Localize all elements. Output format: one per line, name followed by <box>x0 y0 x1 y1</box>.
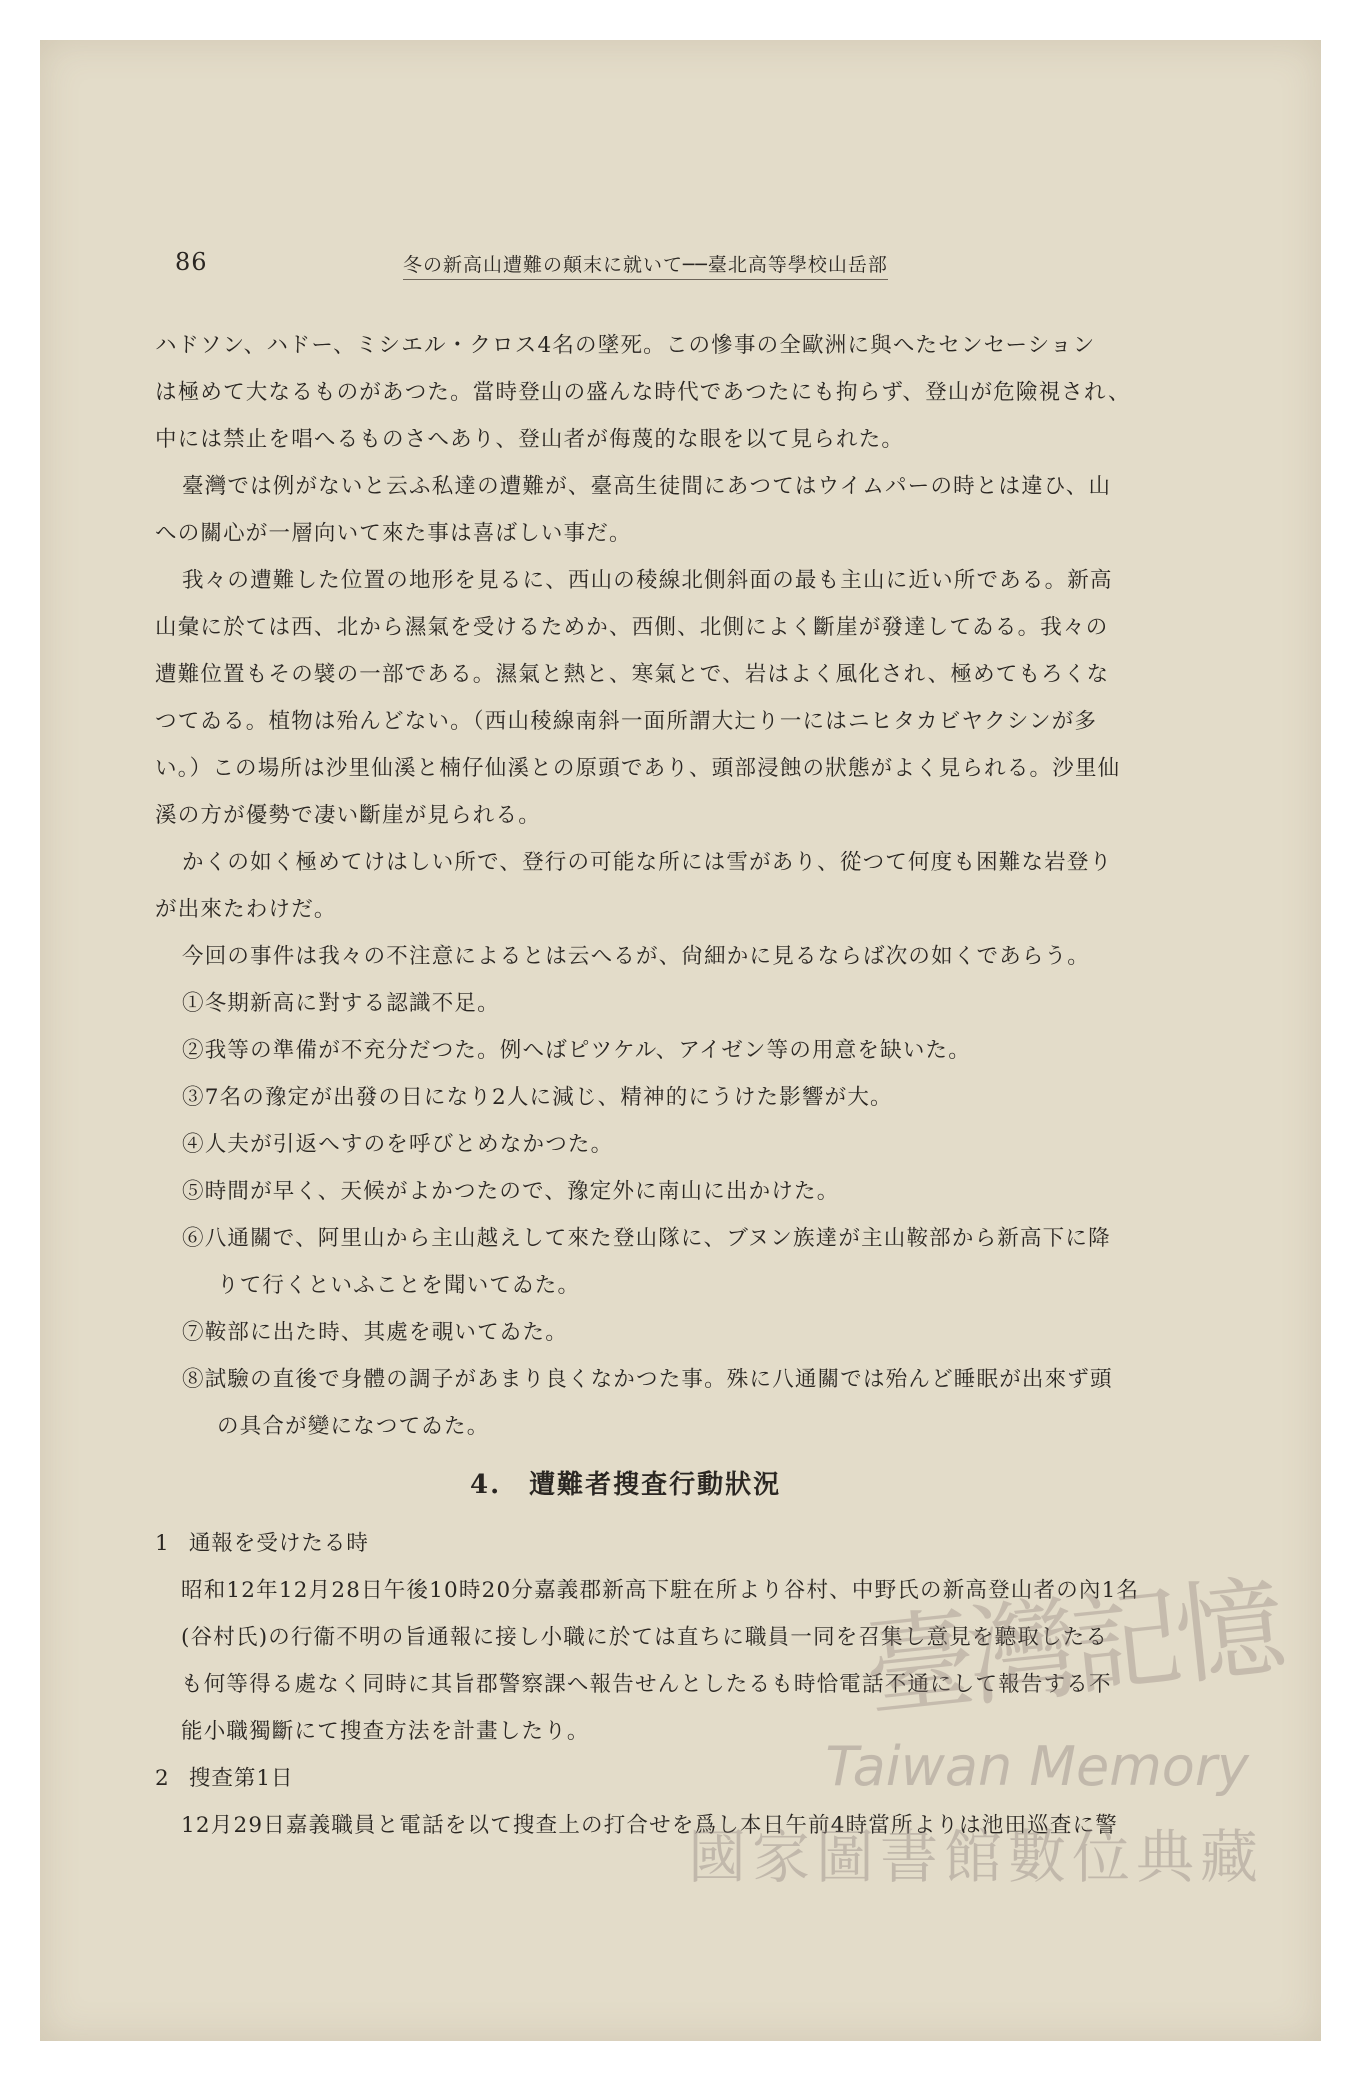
subsection-title-text: 通報を受けたる時 <box>188 1531 369 1556</box>
text-line: 中には禁止を唱へるものさへあり、登山者が侮蔑的な眼を以て見られた。 <box>155 427 905 452</box>
list-item: ⑥八通關で、阿里山から主山越えして來た登山隊に、ブヌン族達が主山鞍部から新高下に降 <box>182 1226 1111 1251</box>
subsection-title-text: 搜查第1日 <box>188 1766 294 1791</box>
text-line: 山彙に於ては西、北から濕氣を受けるためか、西側、北側によく斷崖が發達してゐる。我々の <box>155 615 1109 640</box>
section-heading: 4. 遭難者搜査行動狀況 <box>470 1470 782 1500</box>
watermark-english: Taiwan Memory <box>825 1735 1249 1798</box>
list-item-continuation: りて行くといふことを聞いてゐた。 <box>217 1273 581 1298</box>
text-line: 臺灣では例がないと云ふ私達の遭難が、臺高生徒間にあつてはウイムパーの時とは違ひ、山 <box>182 474 1112 499</box>
subsection-title <box>155 1520 1185 1567</box>
text-line: かくの如く極めてけはしい所で、登行の可能な所には雪があり、從つて何度も困難な岩登り <box>182 850 1113 875</box>
watermark-logo: 臺灣記憶 <box>858 1562 1286 1734</box>
text-line: 我々の遭難した位置の地形を見るに、西山の稜線北側斜面の最も主山に近い所である。新高 <box>182 568 1113 593</box>
watermark-chinese: 國家圖書館數位典藏 <box>687 1823 1264 1891</box>
text-line: (谷村氏)の行衞不明の旨通報に接し小職に於ては直ちに職員一同を召集し意見を聽取したる <box>181 1625 1109 1650</box>
text-line: への關心が一層向いて來た事は喜ばしい事だ。 <box>155 521 632 546</box>
page-header <box>175 248 1175 284</box>
list-item: ⑧試驗の直後で身體の調子があまり良くなかつた事。殊に八通關では殆んど睡眠が出來ず頭 <box>182 1367 1113 1392</box>
list-item: ②我等の準備が不充分だつた。例へばピツケル、アイゼン等の用意を缺いた。 <box>182 1038 971 1063</box>
running-head: 冬の新高山遭難の顛末に就いて──臺北高等學校山岳部 <box>403 250 888 280</box>
paragraph <box>155 322 1185 463</box>
text-line: 昭和12年12月28日午後10時20分嘉義郡新高下駐在所より谷村、中野氏の新高登山者の內1名 <box>181 1578 1140 1603</box>
text-line: も何等得る處なく同時に其旨郡警察課へ報告せんとしたるも時恰電話不通にして報告する不 <box>181 1672 1112 1697</box>
text-line: 12月29日嘉義職員と電話を以て搜查上の打合せを爲し本日午前4時當所よりは池田巡査に警 <box>181 1813 1118 1838</box>
text-line: 今回の事件は我々の不注意によるとは云へるが、尙細かに見るならば次の如くであらう。 <box>182 944 1091 969</box>
list-item: ④人夫が引返へすのを呼びとめなかつた。 <box>182 1132 614 1157</box>
list-item-continuation: の具合が變になつてゐた。 <box>217 1414 490 1439</box>
text-line: 遭難位置もその襞の一部である。濕氣と熱と、寒氣とで、岩はよく風化され、極めてもろくな <box>155 662 1110 687</box>
text-line: ハドソン、ハドー、ミシエル・クロス4名の墜死。この慘事の全歐洲に與へたセンセーション <box>155 333 1096 358</box>
paragraph <box>155 839 1185 933</box>
text-line: は極めて大なるものがあつた。當時登山の盛んな時代であつたにも拘らず、登山が危險視され、 <box>155 380 1131 405</box>
text-line: い。）この場所は沙里仙溪と楠仔仙溪との原頭であり、頭部浸蝕の狀態がよく見られる。沙里仙 <box>155 756 1121 781</box>
list-item: ③7名の豫定が出發の日になり2人に減じ、精神的にうけた影響が大。 <box>182 1085 893 1110</box>
paragraph <box>155 933 1185 980</box>
text-line: 能小職獨斷にて搜查方法を計畫したり。 <box>181 1719 590 1744</box>
subsection-number: 1 <box>155 1531 170 1556</box>
list-item: ⑤時間が早く、天候がよかつたので、豫定外に南山に出かけた。 <box>182 1179 840 1204</box>
text-line: 溪の方が優勢で凄い斷崖が見られる。 <box>155 803 541 828</box>
list-item: ⑦鞍部に出た時、其處を覗いてゐた。 <box>182 1320 568 1345</box>
paragraph <box>155 463 1185 557</box>
paragraph <box>155 557 1185 839</box>
page-number: 86 <box>175 248 208 276</box>
reasons-list <box>155 980 1185 1450</box>
list-item: ①冬期新高に對する認識不足。 <box>182 991 500 1016</box>
text-line: が出來たわけだ。 <box>155 897 337 922</box>
text-line: つてゐる。植物は殆んどない。（西山稜線南斜一面所謂大辷り一にはニヒタカビヤクシンが多 <box>155 709 1098 734</box>
subsection-number: 2 <box>155 1766 170 1791</box>
